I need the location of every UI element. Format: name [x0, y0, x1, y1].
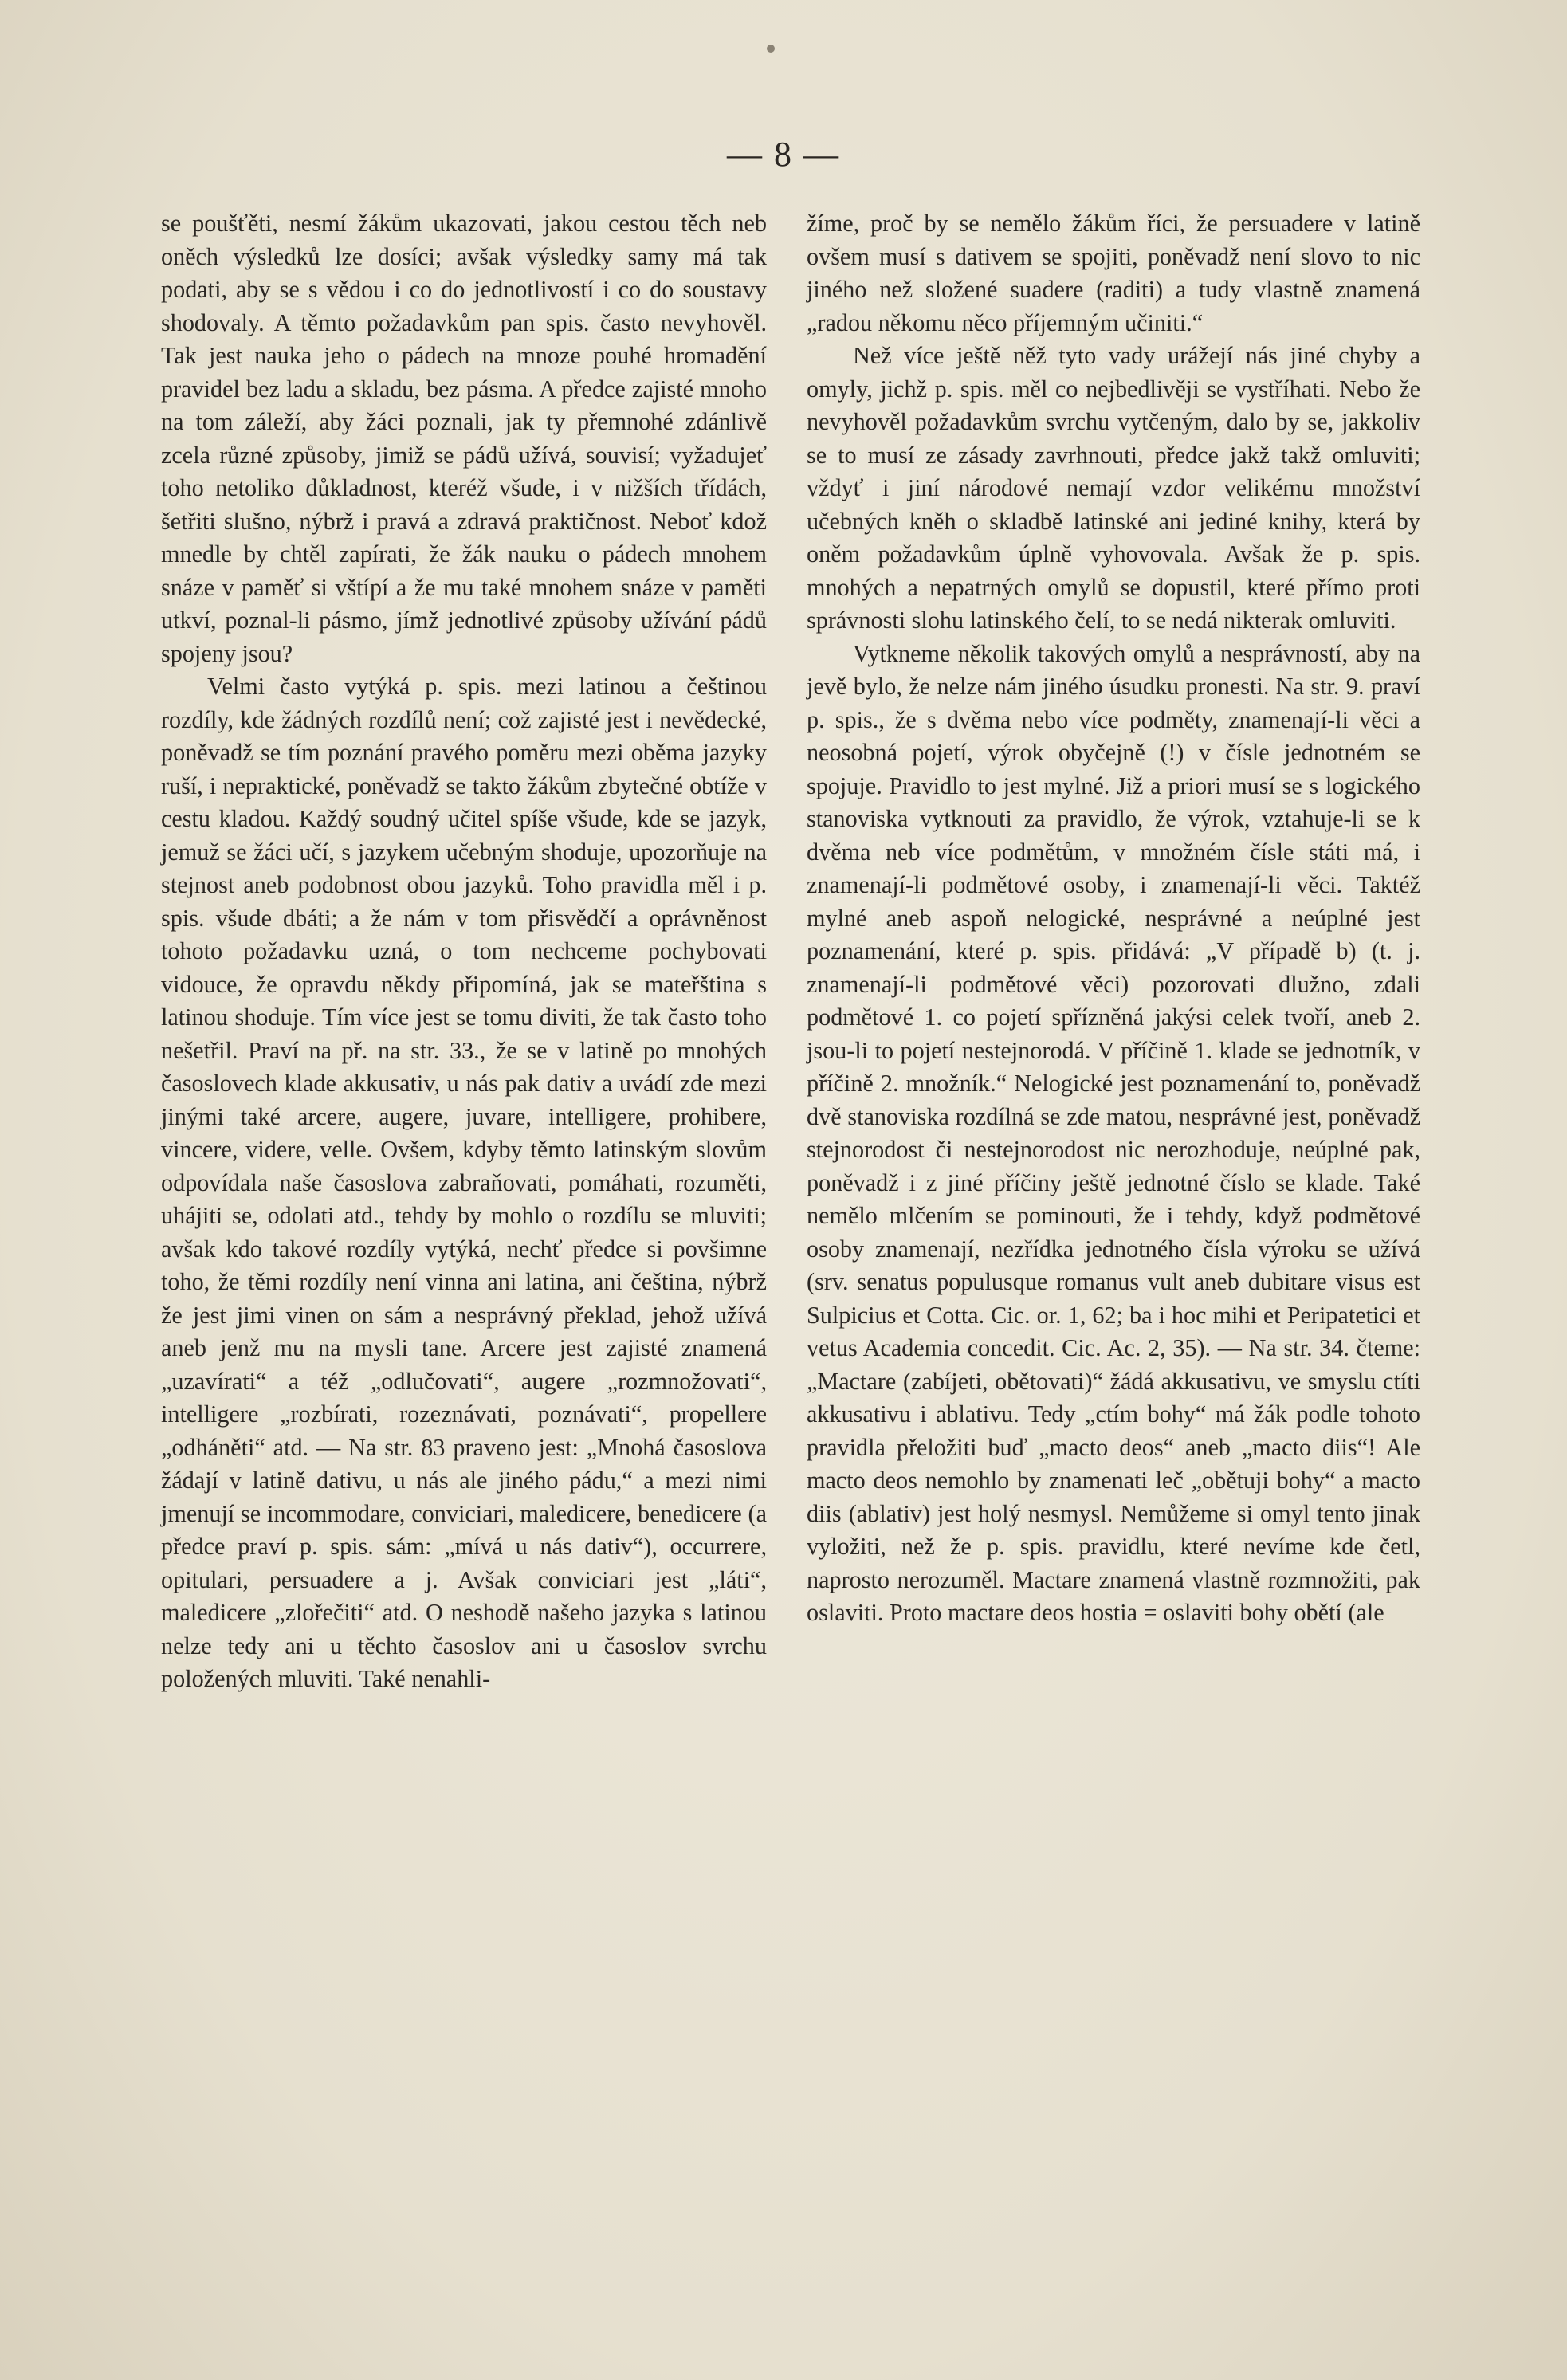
page-mark: [767, 45, 775, 53]
paragraph: Vytkneme několik takových omylů a nesprávností, aby na jevě bylo, že nelze nám jiného úsudku pronesti. Na str. 9. praví p. spis., že s dvěma nebo více podměty, znamenají-li věci a neosobná pojetí, výrok obyčejně (!) v čísle jednotném se spojuje. Pravidlo to jest mylné. Již a priori musí se s logického stanoviska vytknouti za pravidlo, že výrok, vztahuje-li se k dvěma neb více podmětům, v množném čísle státi má, i znamenají-li podmětové osoby, i znamenají-li věci. Taktéž mylné aneb aspoň nelogické, nesprávné a neúplné jest poznamenání, které p. spis. přidává: „V případě b) (t. j. znamenají-li podmětové věci) pozorovati dlužno, zdali podmětové 1. co pojetí spřízněná jakýsi celek tvoří, aneb 2. jsou-li to pojetí nestejnorodá. V příčině 1. klade se jednotník, v příčině 2. množník.“ Nelogické jest poznamenání to, poněvadž dvě stanoviska rozdílná se zde matou, nesprávné jest, poněvadž stejnorodost či nestejnorodost nic nerozhoduje, neúplné pak, poněvadž i z jiné příčiny ještě jednotné číslo se klade. Také nemělo mlčením se pominouti, že i tehdy, když podmětové osoby znamenají, nezřídka jednotného čísla výroku se užívá (srv. senatus populusque romanus vult aneb dubitare visus est Sulpicius et Cotta. Cic. or. 1, 62; ba i hoc mihi et Peripatetici et vetus Academia concedit. Cic. Ac. 2, 35). — Na str. 34. čteme: „Mactare (zabíjeti, obětovati)“ žádá akkusativu, ve smyslu ctíti akkusativu i ablativu. Tedy „ctím bohy“ má žák podle tohoto pravidla přeložiti buď „macto deos“ aneb „macto diis“! Ale macto deos nemohlo by znamenati leč „obětuji bohy“ a macto diis (ablativ) jest holý nesmysl. Nemůžeme si omyl tento jinak vyložiti, než že p. spis. pravidlu, které nevíme kde četl, naprosto nerozuměl. Mactare znamená vlastně rozmnožiti, pak oslaviti. Proto mactare deos hostia = oslaviti bohy obětí (ale: [807, 639, 1420, 1626]
paragraph: Než více ještě něž tyto vady urážejí nás jiné chyby a omyly, jichž p. spis. měl co nejbedlivěji se vystříhati. Nebo že nevyhověl požadavkům svrchu vytčeným, dalo by se, jakkoliv se to musí ze zásady zavrhnouti, předce jakž takž omluviti; vždyť i jiní národové nemají vzdor velikému množství učebných kněh o skladbě latinské ani jediné knihy, která by oněm požadavkům úplně vyhovovala. Avšak že p. spis. mnohých a nepatrných omylů se dopustil, které přímo proti správnosti slohu latinského čelí, to se nedá nikterak omluviti.: [807, 342, 1420, 634]
left-column: [161, 207, 767, 1696]
page-number: — 8 —: [727, 135, 840, 174]
paragraph: Velmi často vytýká p. spis. mezi latinou a češtinou rozdíly, kde žádných rozdílů není; což zajisté jest i nevědecké, poněvadž se tím poznání pravého poměru mezi oběma jazyky ruší, i nepraktické, poněvadž se takto žákům zbytečné obtíže v cestu kladou. Každý soudný učitel spíše všude, kde se jazyk, jemuž se žáci učí, s jazykem učebným shoduje, upozorňuje na stejnost aneb podobnost obou jazyků. Toho pravidla měl i p. spis. všude dbáti; a že nám v tom přisvědčí a oprávněnost tohoto požadavku uzná, o tom nechceme pochybovati vidouce, že opravdu někdy připomíná, jak se mateřština s latinou shoduje. Tím více jest se tomu diviti, že tak často toho nešetřil. Praví na př. na str. 33., že se v latině po mnohých časoslovech klade akkusativ, u nás pak dativ a uvádí zde mezi jinými také arcere, augere, juvare, intelligere, prohibere, vincere, videre, velle. Ovšem, kdyby těmto latinským slovům odpovídala naše časoslova zabraňovati, pomáhati, rozuměti, uhájiti se, odolati atd., tehdy by mohlo o rozdílu se mluviti; avšak kdo takové rozdíly vytýká, nechť předce si povšimne toho, že těmi rozdíly není vinna ani latina, ani čeština, nýbrž že jest jimi vinen on sám a nesprávný překlad, jehož užívá aneb jenž mu na mysli tane. Arcere jest zajisté znamená „uzavírati“ a též „odlučovati“, augere „rozmnožovati“, intelligere „rozbírati, rozeznávati, poznávati“, propellere „odháněti“ atd. — Na str. 83 praveno jest: „Mnohá časoslova žádají v latině dativu, u nás ale jiného pádu,“ a mezi nimi jmenují se incommodare, conviciari, maledicere, benedicere (a předce praví p. spis. sám: „mívá u nás dativ“), occurrere, opitulari, persuadere a j. Avšak conviciari jest „láti“, maledicere „zlořečiti“ atd. O neshodě našeho jazyka s latinou nelze tedy ani u těchto časoslov ani u časoslov svrchu položených mluviti. Také nenahli-: [161, 673, 767, 1692]
right-column: [807, 207, 1420, 1630]
paragraph: se poušťěti, nesmí žákům ukazovati, jakou cestou těch neb oněch výsledků lze dosíci; avšak výsledky samy má tak podati, aby se s vědou i co do jednotlivostí i co do soustavy shodovaly. A těmto požadavkům pan spis. často nevyhověl. Tak jest nauka jeho o pádech na mnoze pouhé hromadění pravidel bez ladu a skladu, bez pásma. A předce zajisté mnoho na tom záleží, aby žáci poznali, jak ty přemnohé zdánlivě zcela různé způsoby, jimiž se pádů užívá, souvisí; vyžadujeť toho netoliko důkladnost, kteréž všude, i v nižších třídách, šetřiti slušno, nýbrž i pravá a zdravá praktičnost. Neboť kdož mnedle by chtěl zapírati, že žák nauku o pádech mnohem snáze v paměť si vštípí a že mu také mnohem snáze v paměti utkví, poznal-li pásmo, jímž jednotlivé způsoby užívání pádů spojeny jsou?: [161, 210, 767, 667]
paragraph: žíme, proč by se nemělo žákům říci, že persuadere v latině ovšem musí s dativem se spojiti, poněvadž není slovo to nic jiného než složené suadere (raditi) a tudy vlastně znamená „radou někomu něco příjemným učiniti.“: [807, 210, 1420, 336]
